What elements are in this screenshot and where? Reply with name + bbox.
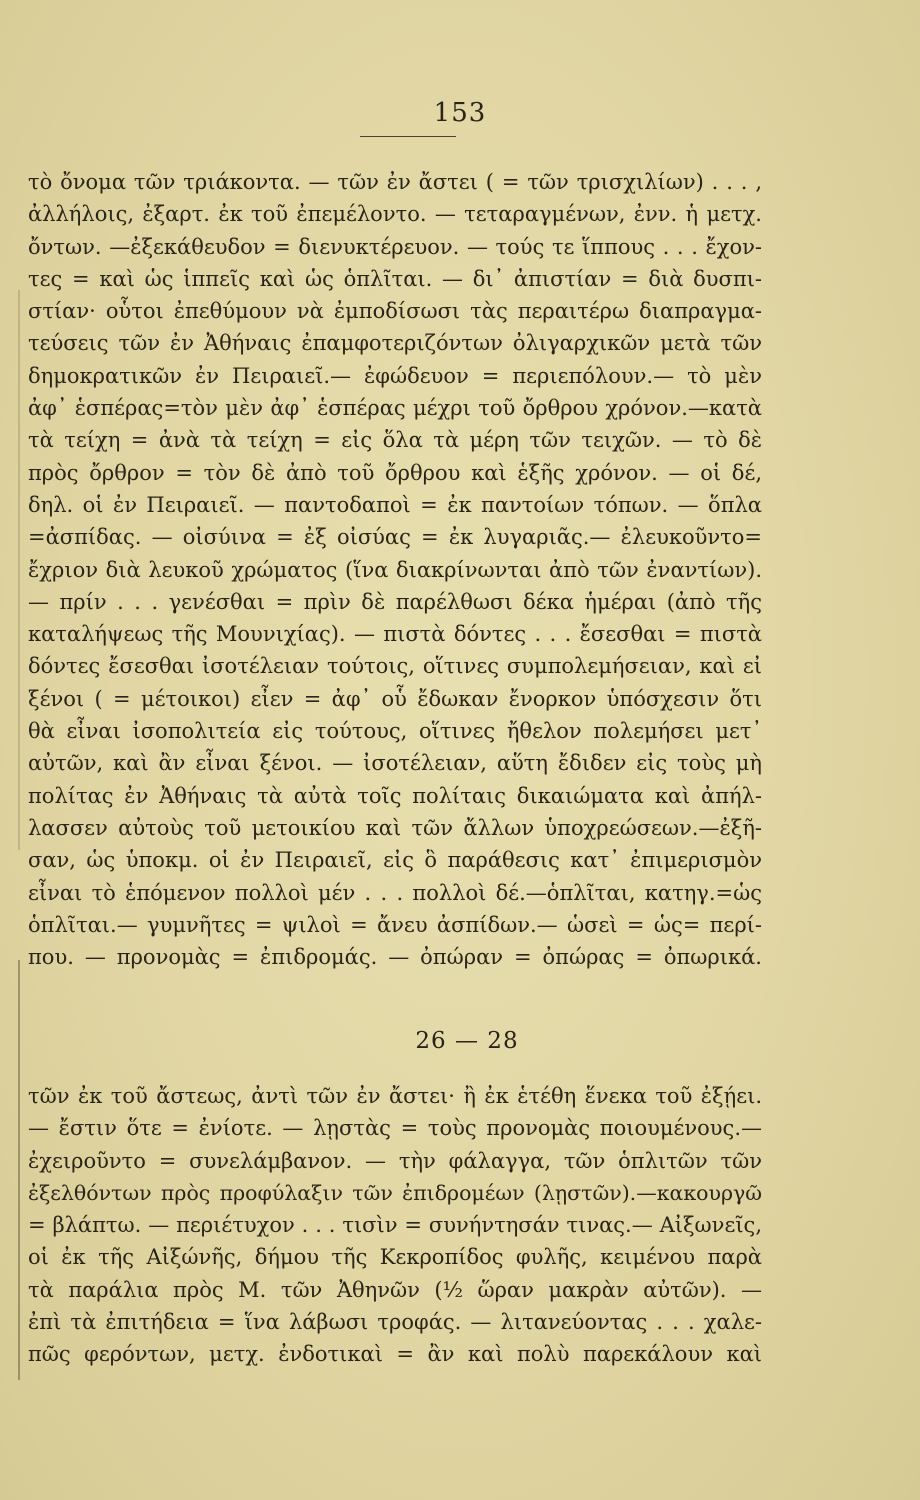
text-line: ἀλλήλοις, ἐξαρτ. ἐκ τοῦ ἐπεμέλοντο. — τεταραγμένων, ἐνν. ἡ μετχ.: [28, 202, 762, 227]
text-line: τὰ παράλια πρὸς Μ. τῶν Ἀθηνῶν (½ ὥραν μακρὰν αὐτῶν). —: [28, 1277, 762, 1302]
text-line: ἐπὶ τὰ ἐπιτήδεια = ἵνα λάβωσι τροφάς. — λιτανεύοντας . . . χαλε-: [28, 1310, 762, 1335]
page-number: 153: [433, 98, 487, 128]
text-line: τὸ ὄνομα τῶν τριάκοντα. — τῶν ἐν ἄστει ( = τῶν τρισχιλίων) . . . ,: [28, 170, 762, 194]
text-line: ὁπλῖται.— γυμνῆτες = ψιλοὶ = ἄνευ ἀσπίδων.— ὡσεὶ = ὡς= περί-: [28, 912, 762, 937]
commentary-section-2: [28, 1080, 762, 1371]
text-line: πολίτας ἐν Ἀθήναις τὰ αὐτὰ τοῖς πολίταις δικαιώματα καὶ ἀπήλ-: [28, 783, 762, 808]
text-line: οἱ ἐκ τῆς Αἰξώνῆς, δήμου τῆς Κεκροπίδος φυλῆς, κειμένου παρὰ: [28, 1245, 762, 1270]
text-line: — πρίν . . . γενέσθαι = πρὶν δὲ παρέλθωσι δέκα ἡμέραι (ἀπὸ τῆς: [28, 589, 762, 614]
text-line: αὐτῶν, καὶ ἂν εἶναι ξένοι. — ἰσοτέλειαν, αὕτη ἔδιδεν εἰς τοὺς μὴ: [28, 751, 762, 776]
margin-rule: [18, 290, 20, 850]
text-line: ἐχειροῦντο = συνελάμβανον. — τὴν φάλαγγα, τῶν ὁπλιτῶν τῶν: [28, 1148, 762, 1173]
text-line: σαν, ὡς ὑποκμ. οἱ ἐν Πειραιεῖ, εἰς ὃ παράθεσις κατ᾿ ἐπιμερισμὸν: [28, 848, 762, 873]
text-line: = βλάπτω. — περιέτυχον . . . τισὶν = συνήντησάν τινας.— Αἰξωνεῖς,: [28, 1213, 762, 1238]
text-line: δηλ. οἱ ἐν Πειραιεῖ. — παντοδαποὶ = ἐκ παντοίων τόπων. — ὅπλα: [28, 492, 762, 517]
text-line: τεύσεις τῶν ἐν Ἀθήναις ἐπαμφοτεριζόντων ὀλιγαρχικῶν μετὰ τῶν: [28, 331, 762, 356]
text-line: εἶναι τὸ ἑπόμενον πολλοὶ μέν . . . πολλοὶ δέ.—ὁπλῖται, κατηγ.=ὡς: [28, 880, 762, 905]
text-line: θὰ εἶναι ἰσοπολιτεία εἰς τούτους, οἵτινες ἤθελον πολεμήσει μετ᾿: [28, 719, 762, 744]
text-line: ὄντων. —ἐξεκάθευδον = διενυκτέρευον. — τούς τε ἵππους . . . ἔχον-: [28, 234, 762, 259]
text-line: στίαν· οὗτοι ἐπεθύμουν νὰ ἐμποδίσωσι τὰς περαιτέρω διαπραγμα-: [28, 299, 762, 324]
section-heading: 26 — 28: [415, 1028, 519, 1054]
text-line: που. — προνομὰς = ἐπιδρομάς. — ὀπώραν = ὀπώρας = ὀπωρικά.: [28, 945, 762, 970]
text-line: καταλήψεως τῆς Μουνιχίας). — πιστὰ δόντες . . . ἔσεσθαι = πιστὰ: [28, 622, 762, 647]
text-line: τὰ τείχη = ἀνὰ τὰ τείχη = εἰς ὅλα τὰ μέρη τῶν τειχῶν. — τὸ δὲ: [28, 428, 762, 453]
text-line: ξένοι ( = μέτοικοι) εἶεν = ἀφ᾿ οὗ ἔδωκαν ἔνορκον ὑπόσχεσιν ὅτι: [28, 686, 762, 711]
text-line: λασσεν αὐτοὺς τοῦ μετοικίου καὶ τῶν ἄλλων ὑποχρεώσεων.—ἐξῆ-: [28, 815, 762, 840]
commentary-section-1: [28, 166, 762, 973]
text-line: ἔχριον διὰ λευκοῦ χρώματος (ἵνα διακρίνωνται ἀπὸ τῶν ἐναντίων).: [28, 557, 762, 582]
text-line: τῶν ἐκ τοῦ ἄστεως, ἀντὶ τῶν ἐν ἄστει· ἢ ἐκ ἑτέθη ἕνεκα τοῦ ἐξῄει.: [28, 1084, 762, 1108]
text-line: πῶς φερόντων, μετχ. ἐνδοτικαὶ = ἂν καὶ πολὺ παρεκάλουν καὶ: [28, 1342, 762, 1367]
margin-rule: [18, 960, 20, 1380]
text-line: =ἀσπίδας. — οἰσύινα = ἐξ οἰσύας = ἐκ λυγαριᾶς.— ἐλευκοῦντο=: [28, 525, 762, 550]
text-line: δημοκρατικῶν ἐν Πειραιεῖ.— ἐφώδευον = περιεπόλουν.— τὸ μὲν: [28, 363, 762, 388]
text-line: τες = καὶ ὡς ἱππεῖς καὶ ὡς ὁπλῖται. — δι᾿ ἀπιστίαν = διὰ δυσπι-: [28, 266, 762, 291]
page-number-underline: [360, 136, 456, 137]
text-line: ἀφ᾿ ἑσπέρας=τὸν μὲν ἀφ᾿ ἑσπέρας μέχρι τοῦ ὄρθρου χρόνον.—κατὰ: [28, 396, 762, 421]
text-line: δόντες ἔσεσθαι ἰσοτέλειαν τούτοις, οἵτινες συμπολεμήσειαν, καὶ εἰ: [28, 654, 762, 679]
text-line: — ἔστιν ὅτε = ἐνίοτε. — λῃστὰς = τοὺς προνομὰς ποιουμένους.—: [28, 1116, 762, 1141]
text-line: ἐξελθόντων πρὸς προφύλαξιν τῶν ἐπιδρομέων (λῃστῶν).—κακουργῶ: [28, 1180, 762, 1205]
text-line: πρὸς ὄρθρον = τὸν δὲ ἀπὸ τοῦ ὄρθρου καὶ ἑξῆς χρόνον. — οἱ δέ,: [28, 460, 762, 485]
